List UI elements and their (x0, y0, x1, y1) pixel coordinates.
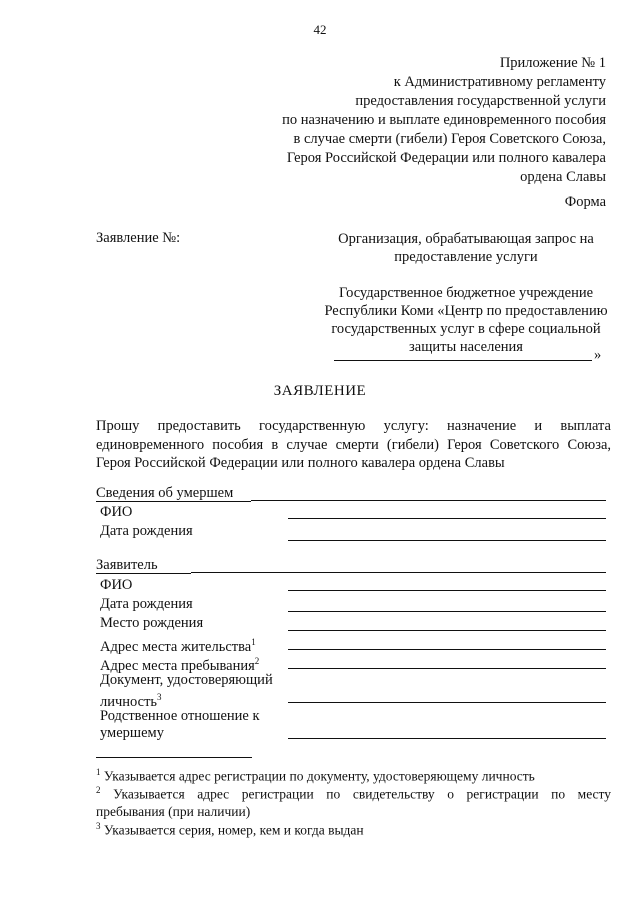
appendix-line: в случае смерти (гибели) Героя Советского Союза, (293, 131, 606, 147)
appendix-line: Приложение № 1 (499, 55, 606, 71)
footnote-mark: 1 (251, 637, 256, 647)
applicant-residence-label: Адрес места жительства$^1$ (100, 637, 256, 655)
applicant-stay-label: Адрес места пребывания$^2$ (100, 656, 260, 674)
deceased-section-header: Сведения об умершем (96, 485, 251, 502)
applicant-fio-field[interactable] (288, 590, 606, 591)
footnote-3: $^3$ Указывается серия, номер, кем и когда выдан (96, 821, 364, 838)
footnote-separator (96, 757, 252, 758)
application-number-label: Заявление №: (96, 230, 181, 246)
page-number: 42 (313, 22, 327, 37)
organization-line: предоставление услуги (394, 249, 538, 265)
closing-quote: » (594, 347, 602, 363)
deceased-birth-date-field[interactable] (288, 540, 606, 541)
organization-line: Организация, обрабатывающая запрос на (338, 231, 594, 247)
organization-blank-line[interactable] (334, 360, 592, 361)
section-rule (191, 572, 606, 573)
applicant-stay-field[interactable] (288, 668, 606, 669)
institution-line: Республики Коми «Центр по предоставлению (324, 303, 608, 319)
appendix-line: предоставления государственной услуги (355, 93, 606, 109)
institution-line: защиты населения (409, 339, 523, 355)
applicant-fio-label: ФИО (100, 577, 133, 593)
applicant-birth-date-label: Дата рождения (100, 596, 193, 612)
applicant-birth-place-label: Место рождения (100, 615, 204, 631)
footnote-2: $^2$ Указывается адрес регистрации по свидетельству о регистрации по месту пребывания (при наличии) (96, 785, 612, 819)
deceased-birth-date-label: Дата рождения (100, 523, 193, 539)
footnote-1: $^1$ Указывается адрес регистрации по документу, удостоверяющему личность (96, 767, 535, 784)
institution-line: государственных услуг в сфере социальной (331, 321, 601, 337)
request-paragraph: Прошу предоставить государственную услугу: назначение и выплата единовременного пособия в случае смерти (гибели) Героя Советского Союза, Героя Российской Федерации или полного кавалера ордена Славы (96, 418, 611, 471)
deceased-fio-field[interactable] (288, 518, 606, 519)
footnote-mark: 2 (254, 656, 260, 666)
section-rule (251, 500, 606, 501)
footnote-mark: 3 (157, 692, 162, 702)
applicant-document-label: Документ, удостоверяющий личность$^3$ (100, 672, 273, 710)
appendix-header (186, 54, 606, 187)
appendix-line: ордена Славы (520, 169, 606, 185)
applicant-residence-field[interactable] (288, 649, 606, 650)
appendix-line: к Административному регламенту (393, 74, 606, 90)
form-label: Форма (564, 194, 606, 210)
document-title: ЗАЯВЛЕНИЕ (273, 383, 367, 399)
applicant-section-header: Заявитель (96, 557, 191, 574)
appendix-line: Героя Российской Федерации или полного кавалера (286, 150, 606, 166)
organization-block (320, 230, 612, 356)
applicant-document-field[interactable] (288, 702, 606, 703)
applicant-relation-field[interactable] (288, 738, 606, 739)
applicant-birth-place-field[interactable] (288, 630, 606, 631)
deceased-fio-label: ФИО (100, 504, 133, 520)
applicant-relation-label: Родственное отношение к умершему (100, 708, 260, 741)
applicant-birth-date-field[interactable] (288, 611, 606, 612)
institution-line: Государственное бюджетное учреждение (338, 285, 594, 301)
appendix-line: по назначению и выплате единовременного пособия (282, 112, 606, 128)
